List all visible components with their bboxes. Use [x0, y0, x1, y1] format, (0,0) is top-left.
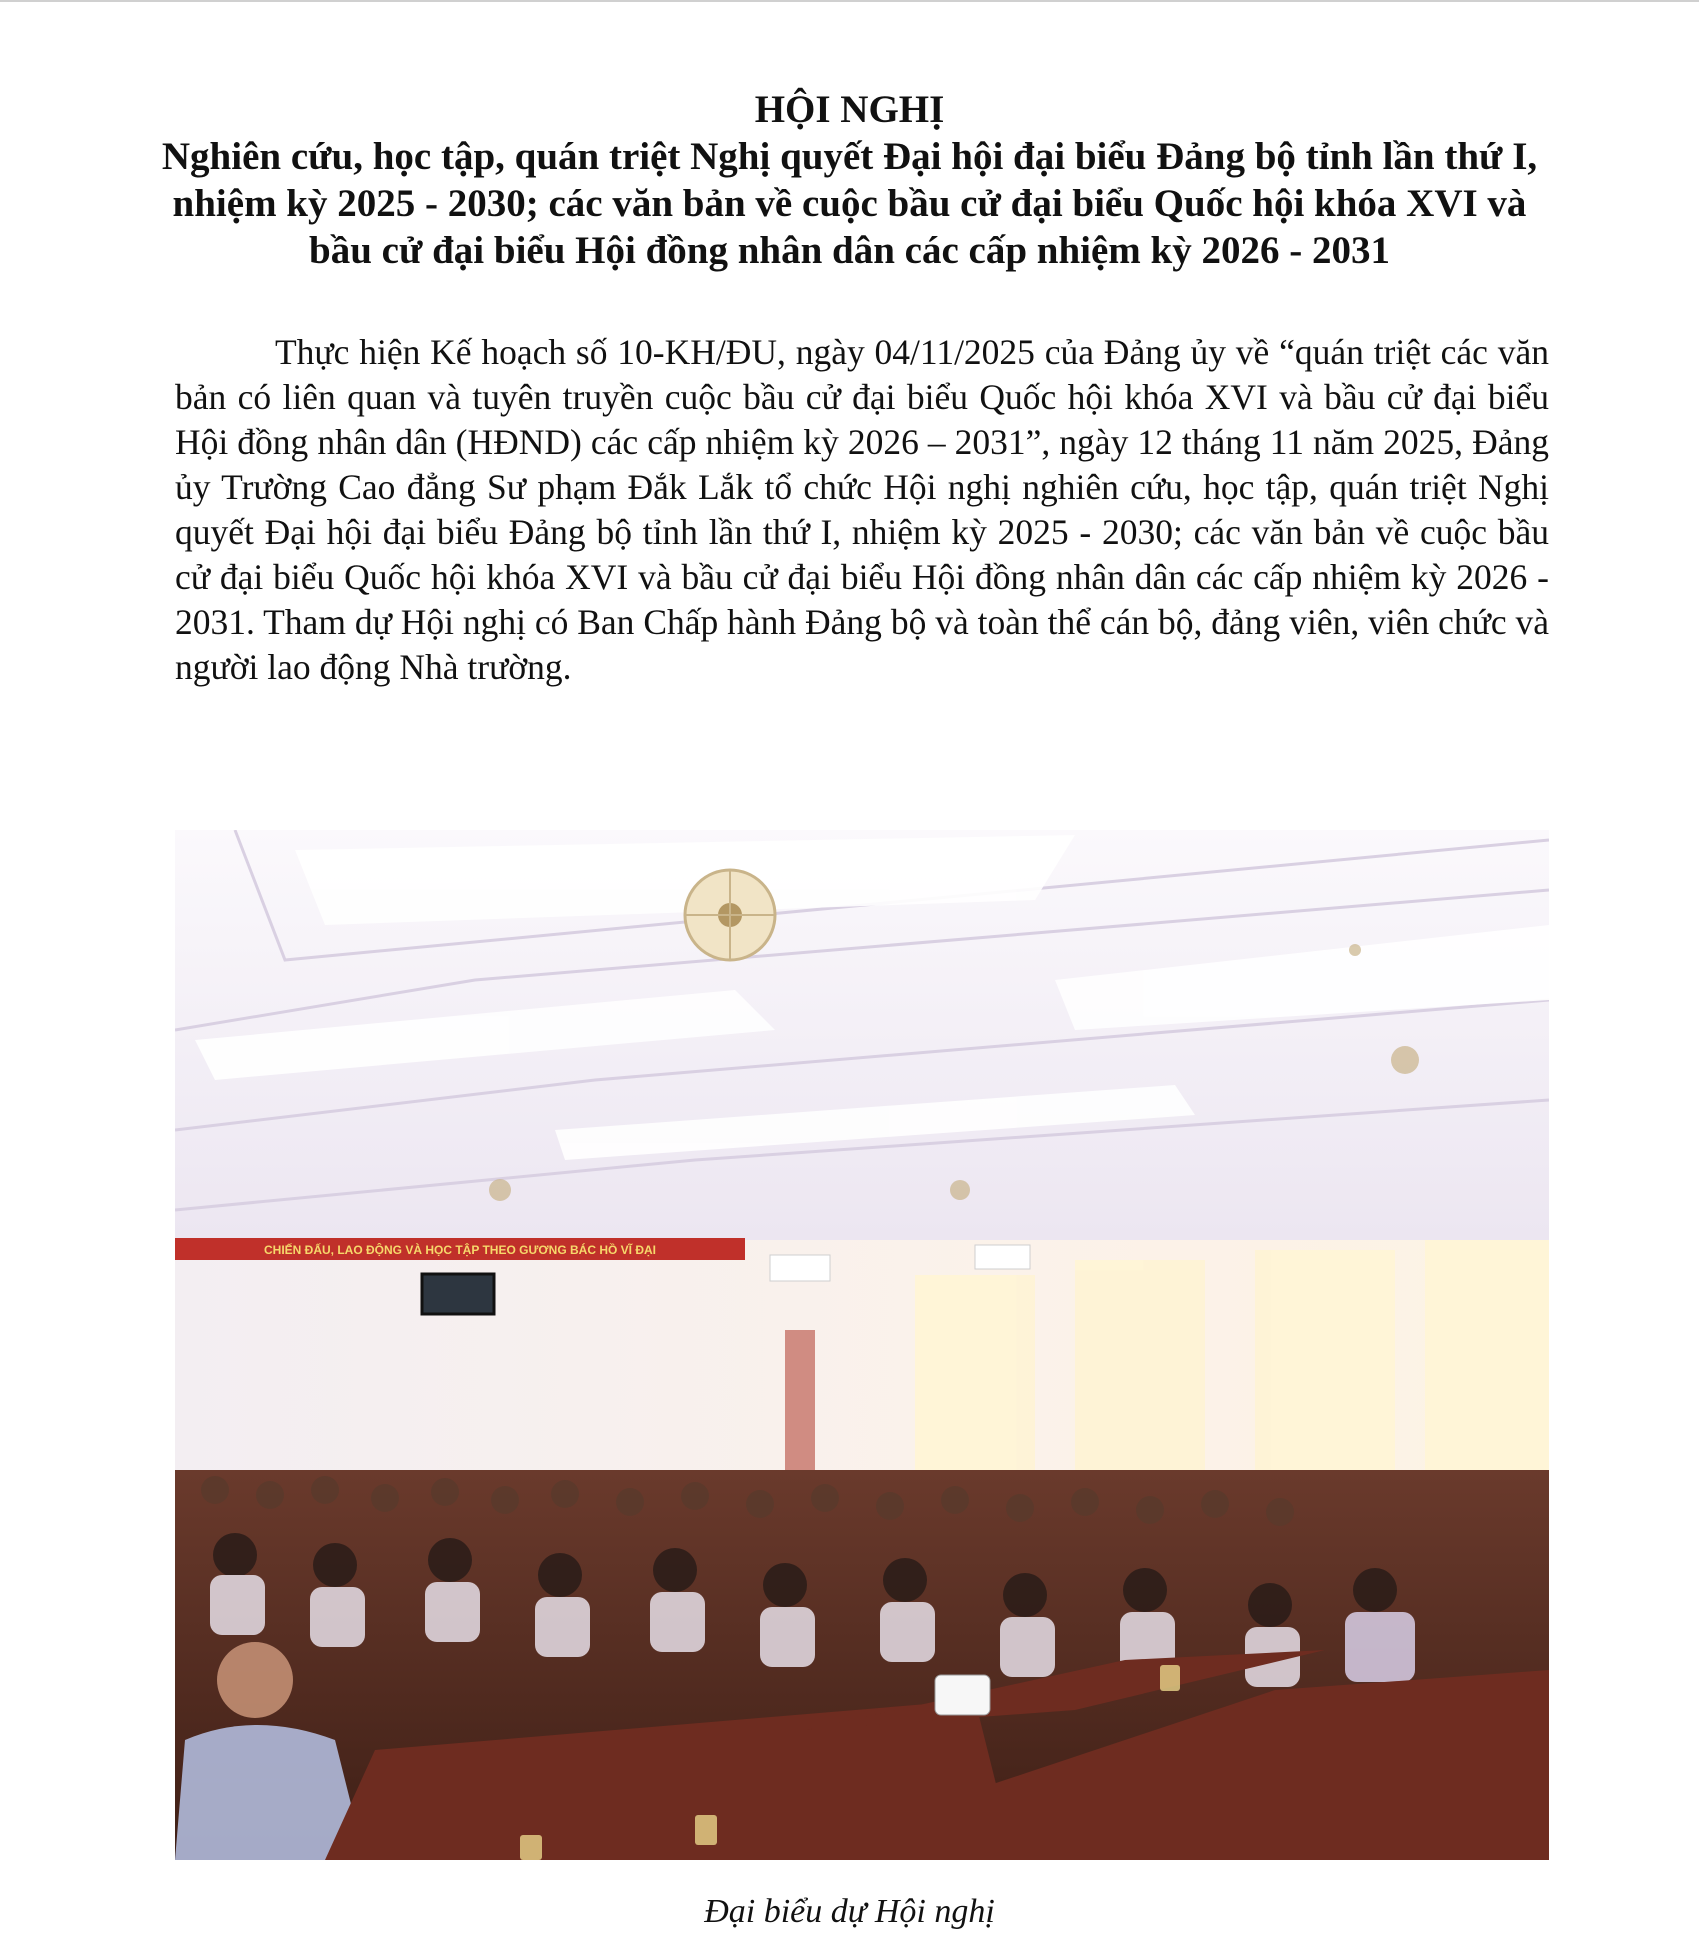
ceiling-fan — [685, 870, 775, 960]
document-heading — [150, 86, 1549, 274]
heading-title: HỘI NGHỊ — [754, 88, 945, 131]
body-paragraph: Thực hiện Kế hoạch số 10-KH/ĐU, ngày 04/11/2025 của Đảng ủy về “quán triệt các văn bản có liên quan và tuyên truyền cuộc bầu cử đại biểu Quốc hội khóa XVI và bầu cử đại biểu Hội đồng nhân dân (HĐND) các cấp nhiệm kỳ 2026 – 2031”, ngày 12 tháng 11 năm 2025, Đảng ủy Trường Cao đẳng Sư phạm Đắk Lắk tổ chức Hội nghị nghiên cứu, học tập, quán triệt Nghị quyết Đại hội đại biểu Đảng bộ tỉnh lần thứ I, nhiệm kỳ 2025 - 2030; các văn bản về cuộc bầu cử đại biểu Quốc hội khóa XVI và bầu cử đại biểu Hội đồng nhân dân các cấp nhiệm kỳ 2026 - 2031. Tham dự Hội nghị có Ban Chấp hành Đảng bộ và toàn thể cán bộ, đảng viên, viên chức và người lao động Nhà trường. — [175, 332, 1549, 687]
heading-subtitle-line-3: bầu cử đại biểu Hội đồng nhân dân các cấp nhiệm kỳ 2026 - 2031 — [309, 229, 1390, 272]
photo-caption: Đại biểu dự Hội nghị — [704, 1893, 995, 1930]
meeting-photo — [175, 830, 1549, 1860]
heading-subtitle-line-2: nhiệm kỳ 2025 - 2030; các văn bản về cuộc bầu cử đại biểu Quốc hội khóa XVI và — [172, 182, 1527, 225]
top-border — [0, 0, 1699, 2]
wall-tv — [422, 1274, 494, 1314]
heading-subtitle-line-1: Nghiên cứu, học tập, quán triệt Nghị quyết Đại hội đại biểu Đảng bộ tỉnh lần thứ I, — [161, 135, 1538, 178]
handbag — [935, 1675, 990, 1715]
banner-text: CHIẾN ĐẤU, LAO ĐỘNG VÀ HỌC TẬP THEO GƯƠNG BÁC HỒ VĨ ĐẠI — [264, 1243, 656, 1257]
